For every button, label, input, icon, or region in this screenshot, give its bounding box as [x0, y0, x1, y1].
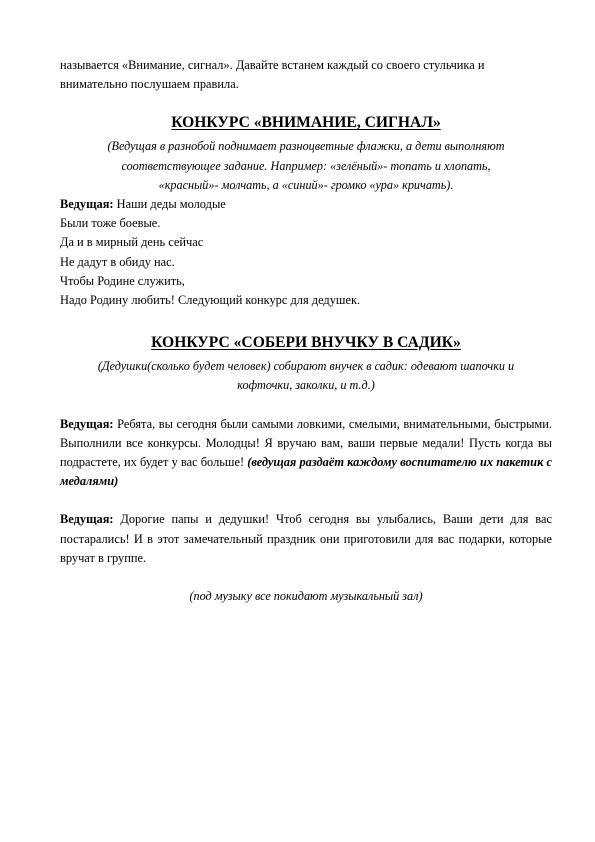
- verse-line: Не дадут в обиду нас.: [60, 254, 175, 269]
- host-label: Ведущая:: [60, 416, 114, 431]
- stage-line: «красный»- молчать, а «синий»- громко «ура» кричать).: [158, 177, 454, 192]
- stage-line: (Ведущая в разнобой поднимает разноцветные флажки, а дети выполняют: [107, 139, 505, 154]
- verse-line: [60, 195, 552, 214]
- verse-line: Надо Родину любить! Следующий конкурс для дедушек.: [60, 293, 361, 308]
- host-verse: [60, 195, 552, 310]
- host-paragraph-medals: [60, 415, 552, 492]
- final-stage-direction: (под музыку все покидают музыкальный зал): [189, 589, 423, 604]
- stage-line: соответствующее задание. Например: «зелёный»- топать и хлопать,: [121, 158, 491, 173]
- stage-direction-medals: (ведущая раздаёт каждому воспитателю их пакетик с медалями): [60, 455, 552, 489]
- verse-line: Да и в мирный день сейчас: [60, 235, 204, 250]
- intro-line: называется «Внимание, сигнал». Давайте встанем каждый со своего стульчика и: [60, 58, 485, 72]
- document-page: [60, 56, 552, 606]
- contest-title-granddaughter: КОНКУРС «СОБЕРИ ВНУЧКУ В САДИК»: [151, 334, 461, 352]
- verse-line: Были тоже боевые.: [60, 216, 161, 231]
- paragraph-text: Ребята, вы сегодня были самыми ловкими, смелыми, внимательными, быстрыми. Выполнили все конкурсы. Молодцы! Я вручаю вам, ваши первые медали! Пусть когда вы подрастете, их будет у вас больше!: [60, 416, 552, 470]
- verse-line: Чтобы Родине служить,: [60, 273, 185, 288]
- host-paragraph-gifts: [60, 510, 552, 568]
- host-label: Ведущая:: [60, 512, 114, 527]
- contest-title-signal: КОНКУРС «ВНИМАНИЕ, СИГНАЛ»: [171, 114, 441, 132]
- stage-line: (Дедушки(сколько будет человек) собирают внучек в садик: одевают шапочки и: [97, 359, 515, 374]
- stage-direction-flags: [60, 137, 552, 195]
- paragraph-text: Дорогие папы и дедушки! Чтоб сегодня вы улыбались, Ваши дети для вас постарались! И в этот замечательный праздник они приготовили для вас подарки, которые вручат в группе.: [60, 512, 552, 565]
- stage-line: кофточки, заколки, и т.д.): [237, 378, 375, 393]
- intro-line: внимательно послушаем правила.: [60, 77, 239, 92]
- host-label: Ведущая:: [60, 197, 114, 212]
- verse-text: Наши деды молодые: [116, 197, 226, 212]
- stage-direction-grandfathers: [60, 357, 552, 395]
